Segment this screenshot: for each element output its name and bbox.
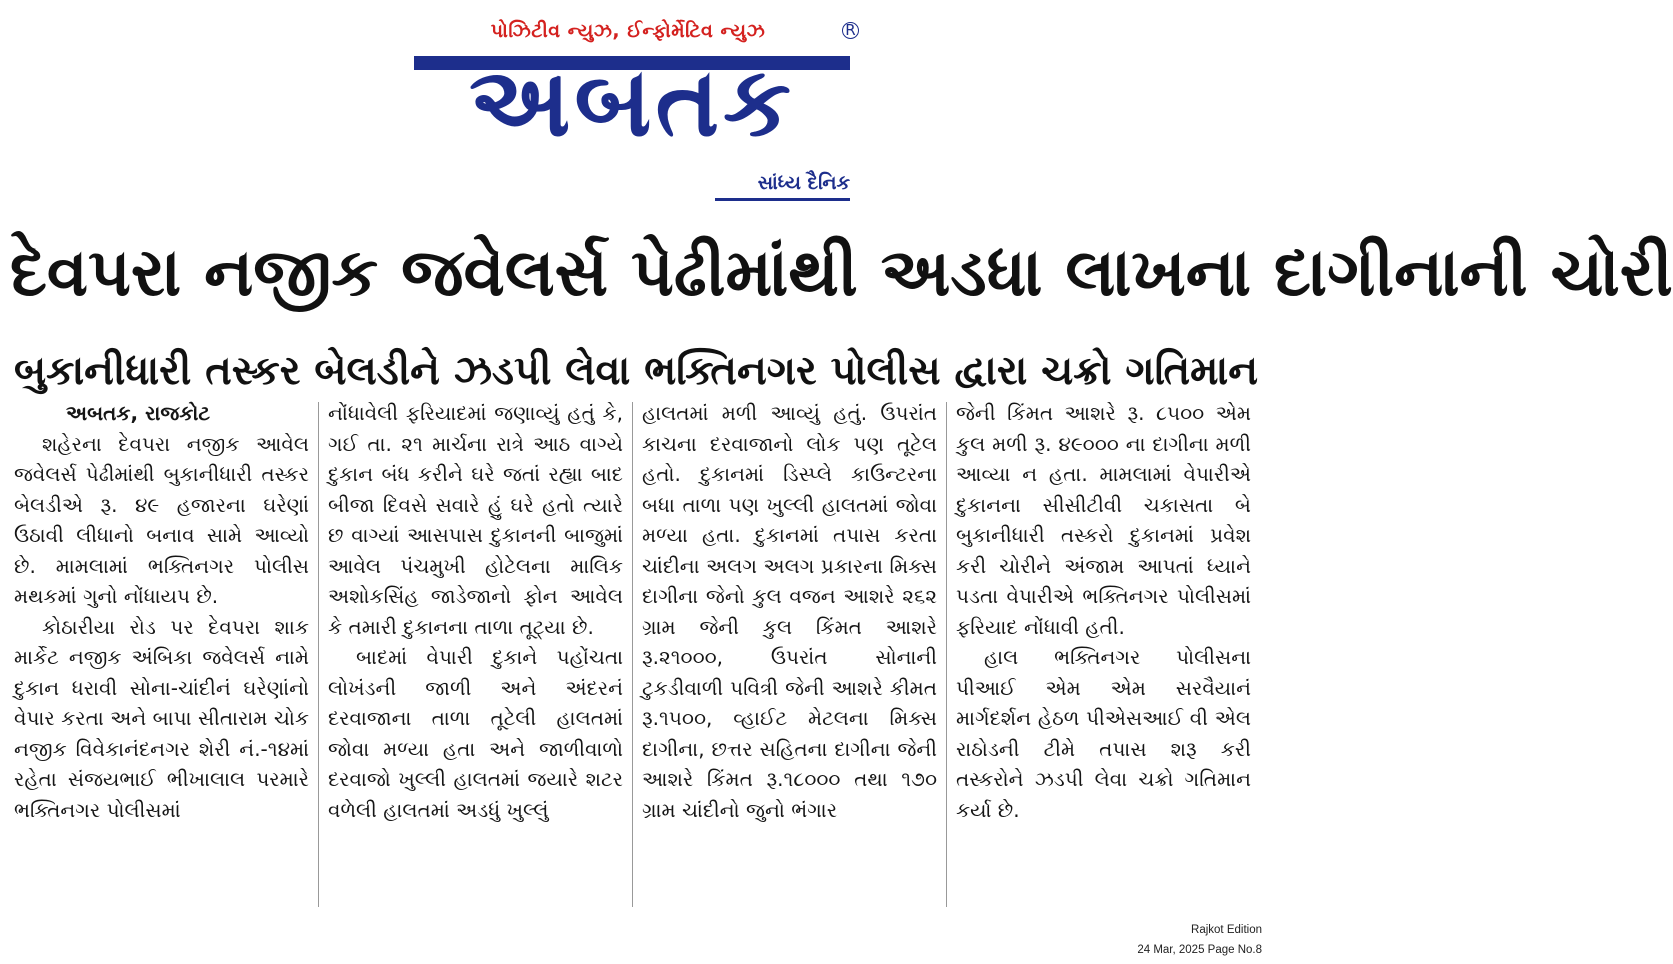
newspaper-logo (414, 48, 850, 158)
date-page-label: 24 Mar, 2025 Page No.8 (1137, 944, 1262, 956)
masthead-subtitle: સાંધ્ય દૈનિક (757, 172, 850, 194)
article-column-2 (328, 398, 623, 916)
article-paragraph: બાદમાં વેપારી દુકાને પહોંચતા લોખંડની જાળી અને અંદરનં દરવાજાના તાળા તૂટેલી હાલતમાં જોવા મળ્યા હતા અને જાળીવાળો દરવાજો ખુલ્લી હાલતમાં જયારે શટર વળેલી હાલતમાં અડધું ખુલ્લું (328, 645, 623, 822)
masthead (410, 14, 860, 204)
article-body (14, 398, 1262, 916)
article-paragraph: હાલ ભક્તિનગર પોલીસના પીઆઈ એમ એમ સરવૈયાનં માર્ગદર્શન હેઠળ પીએસઆઈ વી એલ રાઠોડની ટીમે તપાસ શરૂ કરી તસ્કરોને ઝડપી લેવા ચક્રો ગતિમાન કર્યા છે. (956, 645, 1251, 822)
column-divider (946, 402, 947, 907)
masthead-tagline: પોઝિટીવ ન્યુઝ, ઈન્ફોર્મેટિવ ન્યુઝ (490, 20, 766, 42)
article-column-1 (14, 398, 309, 916)
article-paragraph: કોઠારીયા રોડ પર દેવપરા શાક માર્કેટ નજીક અંબિકા જવેલર્સ નામે દુકાન ધરાવી સોના-ચાંદીનં ઘરેણાંનો વેપાર કરતા અને બાપા સીતારામ ચોક નજીક વિવેકાનંદનગર શેરી નં.-૧૪માં રહેતા સંજયભાઈ ભીખાલાલ પરમારે ભક્તિનગર પોલીસમાં (14, 614, 309, 822)
article-paragraph: નોંધાવેલી ફરિયાદમાં જણાવ્યું હતું કે, ગઈ તા. ૨૧ માર્ચના રાત્રે આઠ વાગ્યે દુકાન બંધ કરીને ઘરે જતાં રહ્યા બાદ બીજા દિવસે સવારે હું ઘરે હતો ત્યારે છ વાગ્યાં આસપાસ દુકાનની બાજુમાં આવેલ પંચમુખી હોટેલના માલિક અશોકસિંહ જાડેજાનો ફોન આવેલ કે તમારી દુકાનના તાળા તૂટ્યા છે. (328, 401, 623, 639)
registered-mark-icon: R (842, 22, 859, 39)
article-headline: દેવપરા નજીક જવેલર્સ પેઢીમાંથી અડધા લાખના દાગીનાની ચોરી (10, 234, 1673, 311)
article-dateline: અબતક, રાજકોટ (66, 401, 211, 425)
article-column-3 (642, 398, 937, 916)
column-divider (318, 402, 319, 907)
article-paragraph: હાલતમાં મળી આવ્યું હતું. ઉપરાંત કાચના દરવાજાનો લોક પણ તૂટેલ હતો. દુકાનમાં ડિસ્પ્લે કાઉન્ટરના બધા તાળા પણ ખુલ્લી હાલતમાં જોવા મળ્યા હતા. દુકાનમાં તપાસ કરતા ચાંદીના અલગ અલગ પ્રકારના મિક્સ દાગીના જેનો કુલ વજન આશરે ૨૬૨ ગ્રામ જેની કુલ કિંમત આશરે રૂ.૨૧૦૦૦, ઉપરાંત સોનાની ટુકડીવાળી પવિત્રી જેની આશરે કીમત રૂ.૧૫૦૦, વ્હાઈટ મેટલના મિક્સ દાગીના, છત્તર સહિતના દાગીના જેની આશરે કિંમત રૂ.૧૮૦૦૦ તથા ૧૭૦ ગ્રામ ચાંદીનો જુનો ભંગાર (642, 401, 937, 822)
page-footer (1137, 920, 1262, 960)
article-column-4 (956, 398, 1251, 916)
article-paragraph: શહેરના દેવપરા નજીક આવેલ જવેલર્સ પેઢીમાંથી બુકાનીધારી તસ્કર બેલડીએ રૂ. ૪૯ હજારના ઘરેણાં ઉઠાવી લીધાનો બનાવ સામે આવ્યો છે. મામલામાં ભક્તિનગર પોલીસ મથકમાં ગુનો નોંધાયપ છે. (14, 431, 309, 608)
edition-label: Rajkot Edition (1191, 924, 1262, 936)
subtitle-underline (715, 198, 850, 201)
article-paragraph: જેની કિંમત આશરે રૂ. ૮૫૦૦ એમ કુલ મળી રૂ. ૪૯૦૦૦ ના દાગીના મળી આવ્યા ન હતા. મામલામાં વેપારીએ દુકાનના સીસીટીવી ચકાસતા બે બુકાનીધારી તસ્કરો દુકાનમાં પ્રવેશ કરી ચોરીને અંજામ આપતાં ધ્યાને પડતા વેપારીએ ભક્તિનગર પોલીસમાં ફરિયાદ નોંધાવી હતી. (956, 401, 1251, 639)
column-divider (632, 402, 633, 907)
article-subheadline: બુકાનીધારી તસ્કર બેલડીને ઝડપી લેવા ભક્તિનગર પોલીસ દ્વારા ચક્રો ગતિમાન (13, 348, 1259, 394)
logo-text: અબતક (469, 46, 795, 158)
